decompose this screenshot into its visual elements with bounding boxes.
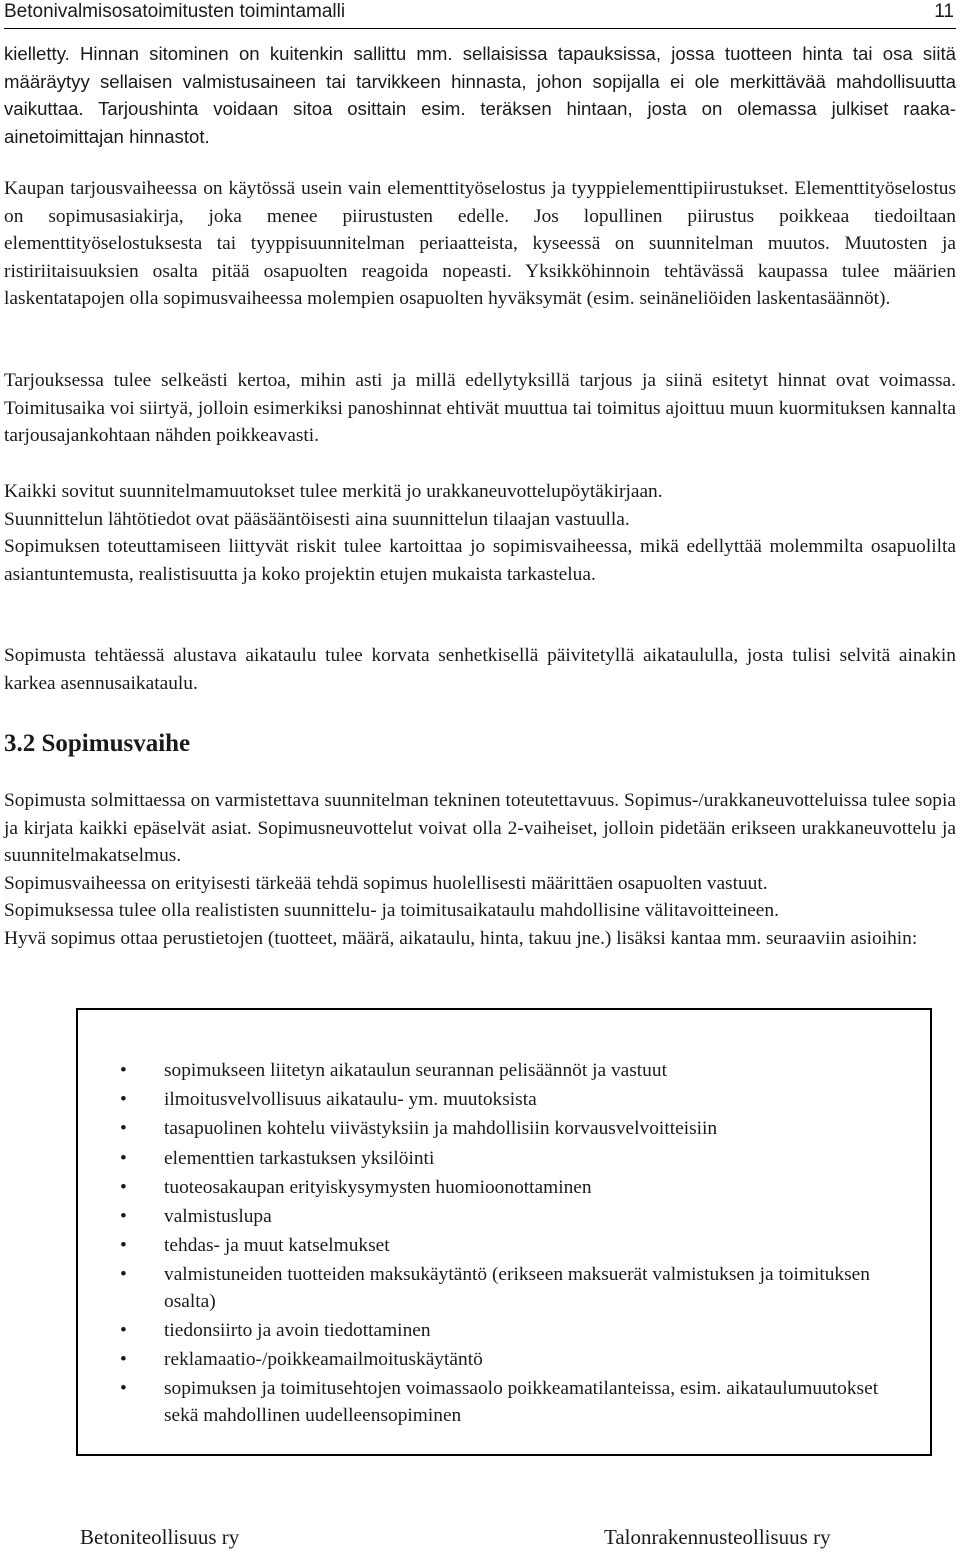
header-title: Betonivalmisosatoimitusten toimintamalli — [4, 1, 346, 22]
paragraph: Hyvä sopimus ottaa perustietojen (tuotteet, määrä, aikataulu, hinta, takuu jne.) lisäksi kantaa mm. seuraaviin asioihin: — [4, 927, 918, 949]
paragraph-block-4 — [4, 642, 956, 697]
list-item — [78, 1204, 930, 1231]
list-item-text: tasapuolinen kohtelu viivästyksiin ja mahdollisiin korvausvelvoitteisiin — [164, 1118, 718, 1140]
list-item-text: tehdas- ja muut katselmukset — [164, 1235, 390, 1257]
list-item-text: sopimukseen liitetyn aikataulun seurannan pelisäännöt ja vastuut — [164, 1060, 667, 1081]
list-item — [78, 1376, 930, 1429]
bullet-icon: • — [120, 1264, 127, 1286]
list-item-text: ilmoitusvelvollisuus aikataulu- ym. muutoksista — [164, 1089, 537, 1111]
list-item — [78, 1233, 930, 1260]
list-item — [78, 1262, 930, 1315]
paragraph-block-3 — [4, 478, 956, 588]
footer-left: Betoniteollisuus ry — [80, 1525, 240, 1549]
bullet-icon: • — [120, 1176, 127, 1198]
section-heading: 3.2 Sopimusvaihe — [4, 730, 191, 757]
paragraph: Sopimuksen toteuttamiseen liittyvät riskit tulee kartoittaa jo sopimisvaiheessa, mikä edellyttää molemmilta osapuolilta asiantuntemusta, realistisuutta ja koko projektin etujen mukaista tarkastelua. — [4, 536, 956, 585]
list-item-text: tiedonsiirto ja avoin tiedottaminen — [164, 1320, 431, 1341]
list-item-text: valmistuslupa — [164, 1205, 272, 1227]
list-item — [78, 1146, 930, 1173]
list-item-text: valmistuneiden tuotteiden maksukäytäntö (erikseen maksuerät valmistuksen ja toimituksen osalta) — [164, 1264, 870, 1312]
list-item — [78, 1175, 930, 1202]
paragraph: Sopimusta tehtäessä alustava aikataulu tulee korvata senhetkisellä päivitetyllä aikataululla, josta tulisi selvitä ainakin karkea asennusaikataulu. — [4, 645, 956, 694]
intro-paragraph: kielletty. Hinnan sitominen on kuitenkin sallittu mm. sellaisissa tapauksissa, jossa tuotteen hinta tai osa siitä määräytyy sellaisen valmistusaineen tai tarvikkeen hinnasta, johon sopijalla ei ole merkittävää mahdollisuutta vaikuttaa. Tarjoushinta voidaan sitoa osittain esim. teräksen hintaan, josta on olemassa julkiset raaka- ainetoimittajan hinnastot. — [4, 43, 956, 147]
paragraph: Suunnittelun lähtötiedot ovat pääsääntöisesti aina suunnittelun tilaajan vastuulla. — [4, 508, 630, 530]
list-item-text: reklamaatio-/poikkeamailmoituskäytäntö — [164, 1349, 483, 1371]
list-item — [78, 1347, 930, 1374]
checklist — [78, 1058, 930, 1432]
paragraph: Tarjouksessa tulee selkeästi kertoa, mihin asti ja millä edellytyksillä tarjous ja siinä esitetyt hinnat ovat voimassa. Toimitusaika voi siirtyä, jolloin esimerkiksi panoshinnat ehtivät muuttua tai toimitus ajoittuu muun kuormituksen kannalta tarjousajankohtaan nähden poikkeavasti. — [4, 370, 956, 446]
list-item — [78, 1318, 930, 1345]
checklist-box — [76, 1008, 932, 1456]
page-header — [4, 0, 956, 29]
page-number: 11 — [934, 1, 954, 22]
bullet-icon: • — [120, 1320, 127, 1341]
paragraph-block-2 — [4, 367, 956, 450]
bullet-icon: • — [120, 1235, 127, 1257]
bullet-icon: • — [120, 1147, 127, 1169]
bullet-icon: • — [120, 1089, 127, 1111]
list-item-text: elementtien tarkastuksen yksilöinti — [164, 1147, 435, 1169]
paragraph: Sopimuksessa tulee olla realististen suunnittelu- ja toimitusaikataulu mahdollisine välitavoitteineen. — [4, 900, 779, 921]
bullet-icon: • — [120, 1349, 127, 1371]
paragraph: Kaikki sovitut suunnitelmamuutokset tulee merkitä jo urakkaneuvottelupöytäkirjaan. — [4, 481, 663, 502]
bullet-icon: • — [120, 1118, 127, 1140]
list-item-text: sopimuksen ja toimitusehtojen voimassaolo poikkeamatilanteissa, esim. aikataulumuutokset sekä mahdollinen uudelleensopiminen — [164, 1378, 879, 1426]
list-item — [78, 1116, 930, 1143]
bullet-icon: • — [120, 1205, 127, 1227]
bullet-icon: • — [120, 1378, 127, 1400]
paragraph: Sopimusvaiheessa on erityisesti tärkeää tehdä sopimus huolellisesti määrittäen osapuolten vastuut. — [4, 872, 768, 894]
list-item-text: tuoteosakaupan erityiskysymysten huomioonottaminen — [164, 1176, 592, 1198]
bullet-icon: • — [120, 1060, 127, 1081]
paragraph-block-1 — [4, 175, 956, 313]
list-item — [78, 1087, 930, 1114]
footer-right: Talonrakennusteollisuus ry — [604, 1525, 831, 1549]
section-paragraphs — [4, 787, 956, 952]
paragraph: Kaupan tarjousvaiheessa on käytössä usein vain elementtityöselostus ja tyyppielementtipiirustukset. Elementtityöselostus on sopimusasiakirja, joka menee piirustusten edelle. Jos lopullinen piirustus poikkeaa tiedoiltaan elementtityöselostuksesta tai tyyppisuunnitelman periaatteista, kyseessä on suunnitelman muutos. Muutosten ja ristiriitaisuuksien osalta pitää osapuolten reagoida nopeasti. Yksikköhinnoin tehtävässä kaupassa tulee määrien laskentatapojen olla sopimusvaiheessa molempien osapuolten hyväksymät (esim. seinäneliöiden laskentasäännöt). — [4, 178, 956, 309]
paragraph: Sopimusta solmittaessa on varmistettava suunnitelman tekninen toteutettavuus. Sopimus-/urakkaneuvotteluissa tulee sopia ja kirjata kaikki epäselvät asiat. Sopimusneuvottelut voivat olla 2-vaiheiset, jolloin pidetään erikseen urakkaneuvottelu ja suunnitelmakatselmus. — [4, 790, 956, 866]
list-item — [78, 1058, 930, 1085]
